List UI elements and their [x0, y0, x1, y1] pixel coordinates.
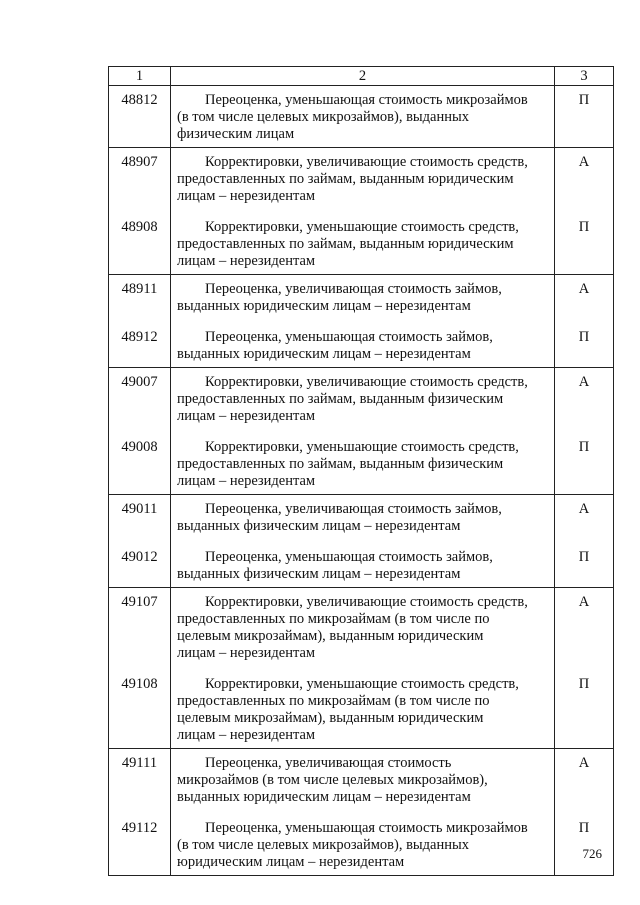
- account-type: П: [578, 439, 590, 455]
- account-type-cell: [555, 86, 614, 148]
- header-cell-2: 2: [171, 67, 555, 86]
- description-line: Корректировки, увеличивающие стоимость средств,: [205, 594, 528, 610]
- description-line: предоставленных по займам, выданным юридическим: [177, 171, 514, 187]
- account-code: 49107: [121, 594, 158, 610]
- description-line: выданных юридическим лицам – нерезидентам: [177, 346, 471, 362]
- description-line: Переоценка, увеличивающая стоимость займов,: [205, 501, 502, 517]
- accounts-table: [108, 66, 614, 876]
- page-number: 726: [582, 846, 602, 861]
- account-type: А: [578, 374, 590, 390]
- description-line: микрозаймов (в том числе целевых микрозаймов),: [177, 772, 488, 788]
- description-line: выданных физическим лицам – нерезидентам: [177, 566, 461, 582]
- account-description-cell: [171, 749, 555, 876]
- account-description-cell: [171, 275, 555, 368]
- description-line: физическим лицам: [177, 126, 295, 142]
- account-description-cell: [171, 86, 555, 148]
- account-code: 49012: [121, 549, 158, 565]
- description-line: Переоценка, уменьшающая стоимость займов,: [205, 329, 493, 345]
- account-code-cell: [109, 588, 171, 749]
- description-line: Корректировки, увеличивающие стоимость средств,: [205, 374, 528, 390]
- description-line: выданных юридическим лицам – нерезидентам: [177, 789, 471, 805]
- description-line: Корректировки, уменьшающие стоимость средств,: [205, 219, 519, 235]
- description-line: (в том числе целевых микрозаймов), выданных: [177, 837, 470, 853]
- account-code-cell: [109, 86, 171, 148]
- table-row: [109, 588, 614, 749]
- account-code-cell: [109, 275, 171, 368]
- account-type: П: [578, 820, 590, 836]
- description-line: Переоценка, уменьшающая стоимость займов,: [205, 549, 493, 565]
- account-code: 49011: [121, 501, 158, 517]
- account-type: А: [578, 594, 590, 610]
- account-type: А: [578, 501, 590, 517]
- account-type: А: [578, 755, 590, 771]
- account-type: П: [578, 92, 590, 108]
- account-description-cell: [171, 588, 555, 749]
- account-code: 49007: [121, 374, 158, 390]
- description-line: Переоценка, уменьшающая стоимость микрозаймов: [205, 92, 528, 108]
- account-code: 48912: [121, 329, 158, 345]
- table-row: [109, 275, 614, 368]
- account-code: 49111: [121, 755, 158, 771]
- description-line: предоставленных по займам, выданным физическим: [177, 456, 504, 472]
- description-line: целевым микрозаймам), выданным юридическим: [177, 710, 484, 726]
- header-row: [109, 67, 614, 86]
- account-code: 48908: [121, 219, 158, 235]
- table-row: [109, 495, 614, 588]
- description-line: лицам – нерезидентам: [177, 473, 316, 489]
- header-cell-3: 3: [555, 67, 614, 86]
- description-line: предоставленных по займам, выданным юридическим: [177, 236, 514, 252]
- description-line: Корректировки, уменьшающие стоимость средств,: [205, 439, 519, 455]
- header-cell-1: 1: [109, 67, 171, 86]
- account-code-cell: [109, 749, 171, 876]
- description-line: предоставленных по займам, выданным физическим: [177, 391, 504, 407]
- description-line: Корректировки, уменьшающие стоимость средств,: [205, 676, 519, 692]
- description-line: Переоценка, уменьшающая стоимость микрозаймов: [205, 820, 528, 836]
- table-row: [109, 148, 614, 275]
- account-code: 49112: [121, 820, 158, 836]
- account-description-cell: [171, 148, 555, 275]
- description-line: лицам – нерезидентам: [177, 727, 316, 743]
- table-row: [109, 749, 614, 876]
- description-line: предоставленных по микрозаймам (в том числе по: [177, 693, 490, 709]
- description-line: лицам – нерезидентам: [177, 645, 316, 661]
- account-type-cell: [555, 275, 614, 368]
- account-code: 49008: [121, 439, 158, 455]
- account-code: 48812: [121, 92, 158, 108]
- description-line: Переоценка, увеличивающая стоимость: [205, 755, 452, 771]
- account-code: 49108: [121, 676, 158, 692]
- account-type: А: [578, 281, 590, 297]
- account-type-cell: [555, 495, 614, 588]
- description-line: предоставленных по микрозаймам (в том числе по: [177, 611, 490, 627]
- description-line: (в том числе целевых микрозаймов), выданных: [177, 109, 470, 125]
- description-line: Корректировки, увеличивающие стоимость средств,: [205, 154, 528, 170]
- account-description-cell: [171, 368, 555, 495]
- description-line: выданных юридическим лицам – нерезидентам: [177, 298, 471, 314]
- account-type: П: [578, 549, 590, 565]
- account-code-cell: [109, 368, 171, 495]
- account-code-cell: [109, 148, 171, 275]
- account-type-cell: [555, 148, 614, 275]
- account-type: П: [578, 219, 590, 235]
- account-type-cell: [555, 588, 614, 749]
- description-line: лицам – нерезидентам: [177, 253, 316, 269]
- account-type: П: [578, 676, 590, 692]
- description-line: выданных физическим лицам – нерезидентам: [177, 518, 461, 534]
- description-line: юридическим лицам – нерезидентам: [177, 854, 405, 870]
- table-row: [109, 86, 614, 148]
- description-line: целевым микрозаймам), выданным юридическим: [177, 628, 484, 644]
- account-code: 48907: [121, 154, 158, 170]
- account-type: П: [578, 329, 590, 345]
- table-row: [109, 368, 614, 495]
- account-type-cell: [555, 368, 614, 495]
- description-line: Переоценка, увеличивающая стоимость займов,: [205, 281, 502, 297]
- account-type: А: [578, 154, 590, 170]
- description-line: лицам – нерезидентам: [177, 188, 316, 204]
- account-code: 48911: [121, 281, 158, 297]
- account-description-cell: [171, 495, 555, 588]
- description-line: лицам – нерезидентам: [177, 408, 316, 424]
- account-code-cell: [109, 495, 171, 588]
